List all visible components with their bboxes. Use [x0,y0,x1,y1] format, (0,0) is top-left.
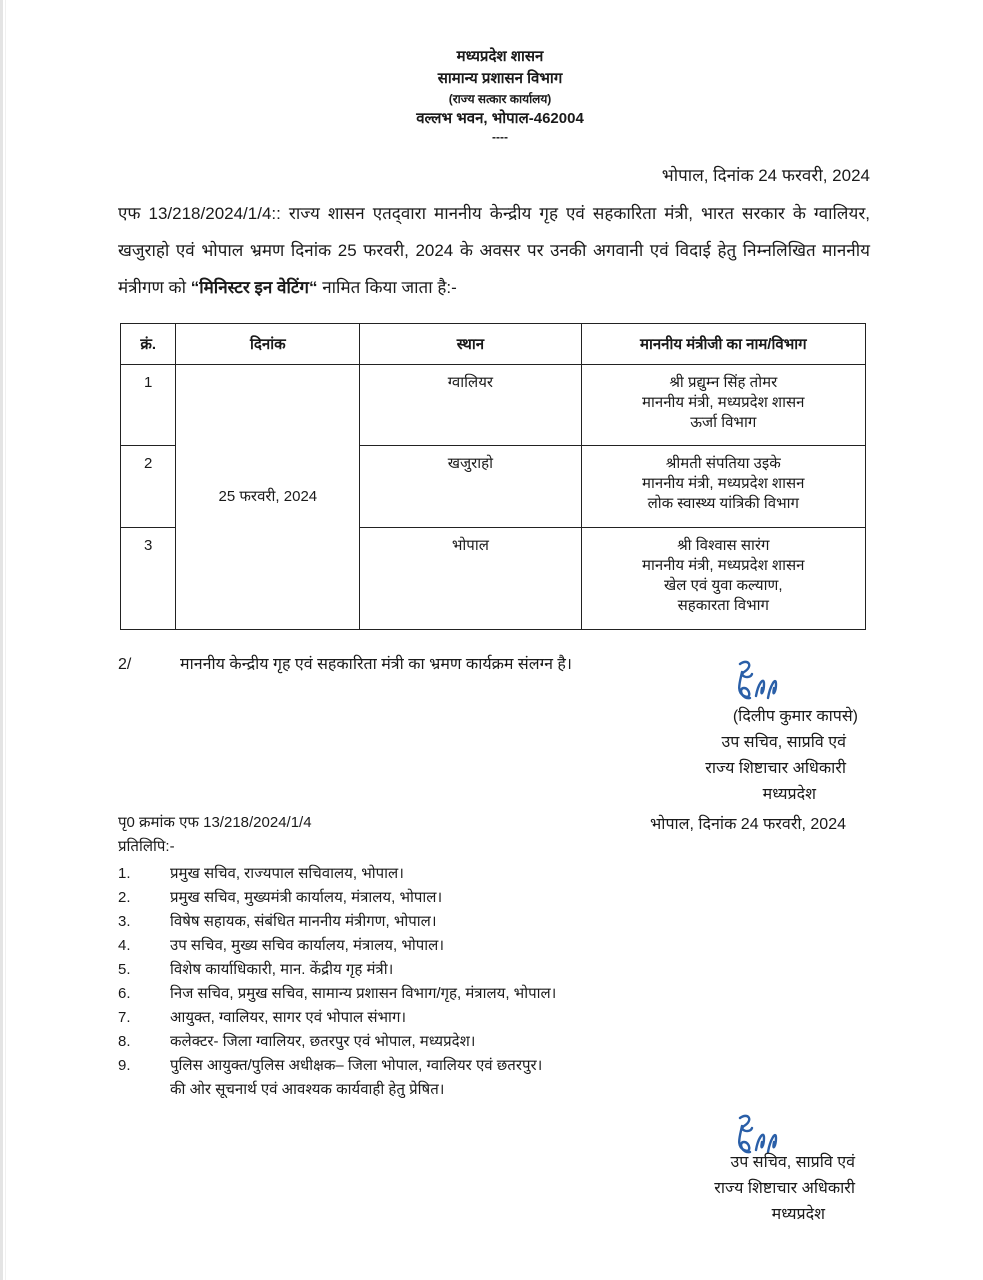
minister-name: श्री विश्वास सारंग [677,537,770,554]
page-edge [0,0,3,1280]
endorsement-reference: पृ0 क्रमांक एफ 13/218/2024/1/4 [118,814,312,831]
signatory-title-2: राज्य शिष्टाचार अधिकारी [705,760,846,777]
letterhead-state: मध्यप्रदेश शासन [456,48,544,65]
cell-sno: 1 [121,365,176,446]
list-text: पुलिस आयुक्त/पुलिस अधीक्षक– जिला भोपाल, ग्वालियर एवं छतरपुर। [170,1057,543,1074]
cell-place: ग्वालियर [360,365,581,446]
closing-line: की ओर सूचनार्थ एवं आवश्यक कार्यवाही हेतु प्रेषित। [170,1081,445,1098]
cell-sno: 2 [121,446,176,528]
order-paragraph [118,195,870,306]
letterhead-address: वल्लभ भवन, भोपाल-462004 [416,110,584,127]
list-item [118,982,556,1006]
signatory-title-2: राज्य शिष्टाचार अधिकारी [714,1180,855,1197]
letterhead-separator: ---- [492,130,508,144]
minister-name: श्रीमती संपतिया उइके [665,455,781,472]
header-minister: माननीय मंत्रीजी का नाम/विभाग [581,324,865,365]
copy-to-list [118,862,556,1102]
cell-minister [581,365,865,446]
list-number: 9. [118,1057,131,1074]
list-text: प्रमुख सचिव, मुख्यमंत्री कार्यालय, मंत्रालय, भोपाल। [170,889,443,906]
list-text: विशेष कार्याधिकारी, मान. केंद्रीय गृह मंत्री। [170,961,394,978]
signatory-name: (दिलीप कुमार कापसे) [732,708,858,725]
cell-minister [581,528,865,630]
list-item [118,910,556,934]
attachment-note [118,652,572,674]
cell-date: 25 फरवरी, 2024 [176,365,360,630]
note-number: 2/ [118,656,132,673]
list-number: 3. [118,913,131,930]
signatory-title: उप सचिव, साप्रवि एवं [721,734,846,751]
signatory-block-2 [714,1150,855,1228]
signatory-state: मध्यप्रदेश [762,786,816,803]
list-number: 7. [118,1009,131,1026]
list-item [118,1006,556,1030]
list-item [118,886,556,910]
list-number: 8. [118,1033,131,1050]
cell-place: भोपाल [360,528,581,630]
list-number: 5. [118,961,131,978]
minister-department: ऊर्जा विभाग [690,414,757,431]
note-text: माननीय केन्द्रीय गृह एवं सहकारिता मंत्री का भ्रमण कार्यक्रम संलग्न है। [180,656,572,673]
list-number: 2. [118,889,131,906]
list-text: विषेष सहायक, संबंधित माननीय मंत्रीगण, भोपाल। [170,913,437,930]
table-header-row [121,324,866,365]
cell-place: खजुराहो [360,446,581,528]
letterhead-office: (राज्य सत्कार कार्यालय) [448,92,552,106]
list-text: प्रमुख सचिव, राज्यपाल सचिवालय, भोपाल। [170,865,404,882]
list-text: उप सचिव, मुख्य सचिव कार्यालय, मंत्रालय, भोपाल। [170,937,445,954]
signatory-state: मध्यप्रदेश [771,1206,825,1223]
list-text: कलेक्टर- जिला ग्वालियर, छतरपुर एवं भोपाल, मध्यप्रदेश। [170,1033,476,1050]
minister-department: लोक स्वास्थ्य यांत्रिकी विभाग [647,495,799,512]
document-date: भोपाल, दिनांक 24 फरवरी, 2024 [661,166,870,185]
header-date: दिनांक [176,324,360,365]
order-text-after: नामित किया जाता है:- [317,278,457,297]
endorsement-date: भोपाल, दिनांक 24 फरवरी, 2024 [650,816,846,833]
page-edge-line [5,0,6,1280]
copy-to-label: प्रतिलिपि:- [118,838,175,855]
letterhead-department: सामान्य प्रशासन विभाग [437,70,563,87]
list-text: निज सचिव, प्रमुख सचिव, सामान्य प्रशासन विभाग/गृह, मंत्रालय, भोपाल। [170,985,557,1002]
header-place: स्थान [360,324,581,365]
list-number: 6. [118,985,131,1002]
signature-icon [730,658,788,706]
header-sno: क्रं. [121,324,176,365]
list-item [118,862,556,886]
list-text: आयुक्त, ग्वालियर, सागर एवं भोपाल संभाग। [170,1009,407,1026]
signatory-title: उप सचिव, साप्रवि एवं [730,1154,855,1171]
minister-in-waiting-table [120,323,866,630]
list-item [118,934,556,958]
cell-sno: 3 [121,528,176,630]
list-item [118,958,556,982]
table-row [121,365,866,446]
minister-name: श्री प्रद्युम्न सिंह तोमर [669,374,778,391]
list-item [118,1054,556,1078]
order-text-before: एफ 13/218/2024/1/4:: राज्य शासन एतद्‌वारा माननीय केन्द्रीय गृह एवं सहकारिता मंत्री, भारत सरकार के ग्वालियर, खजुराहो एवं भोपाल भ्रमण दिनांक 25 फरवरी, 2024 के अवसर पर उनकी अगवानी एवं विदाई हेतु निम्नलिखित माननीय मंत्रीगण को [118,204,870,297]
letterhead [300,46,700,144]
signatory-block [705,704,858,808]
cell-minister [581,446,865,528]
list-item [118,1030,556,1054]
list-number: 1. [118,865,131,882]
minister-title: माननीय मंत्री, मध्यप्रदेश शासन [642,557,805,574]
minister-title: माननीय मंत्री, मध्यप्रदेश शासन [642,394,805,411]
list-number: 4. [118,937,131,954]
minister-department-2: सहकारता विभाग [677,597,769,614]
order-highlight: “मिनिस्टर इन वेटिंग“ [190,278,318,297]
minister-title: माननीय मंत्री, मध्यप्रदेश शासन [642,475,805,492]
minister-department: खेल एवं युवा कल्याण, [664,577,783,594]
